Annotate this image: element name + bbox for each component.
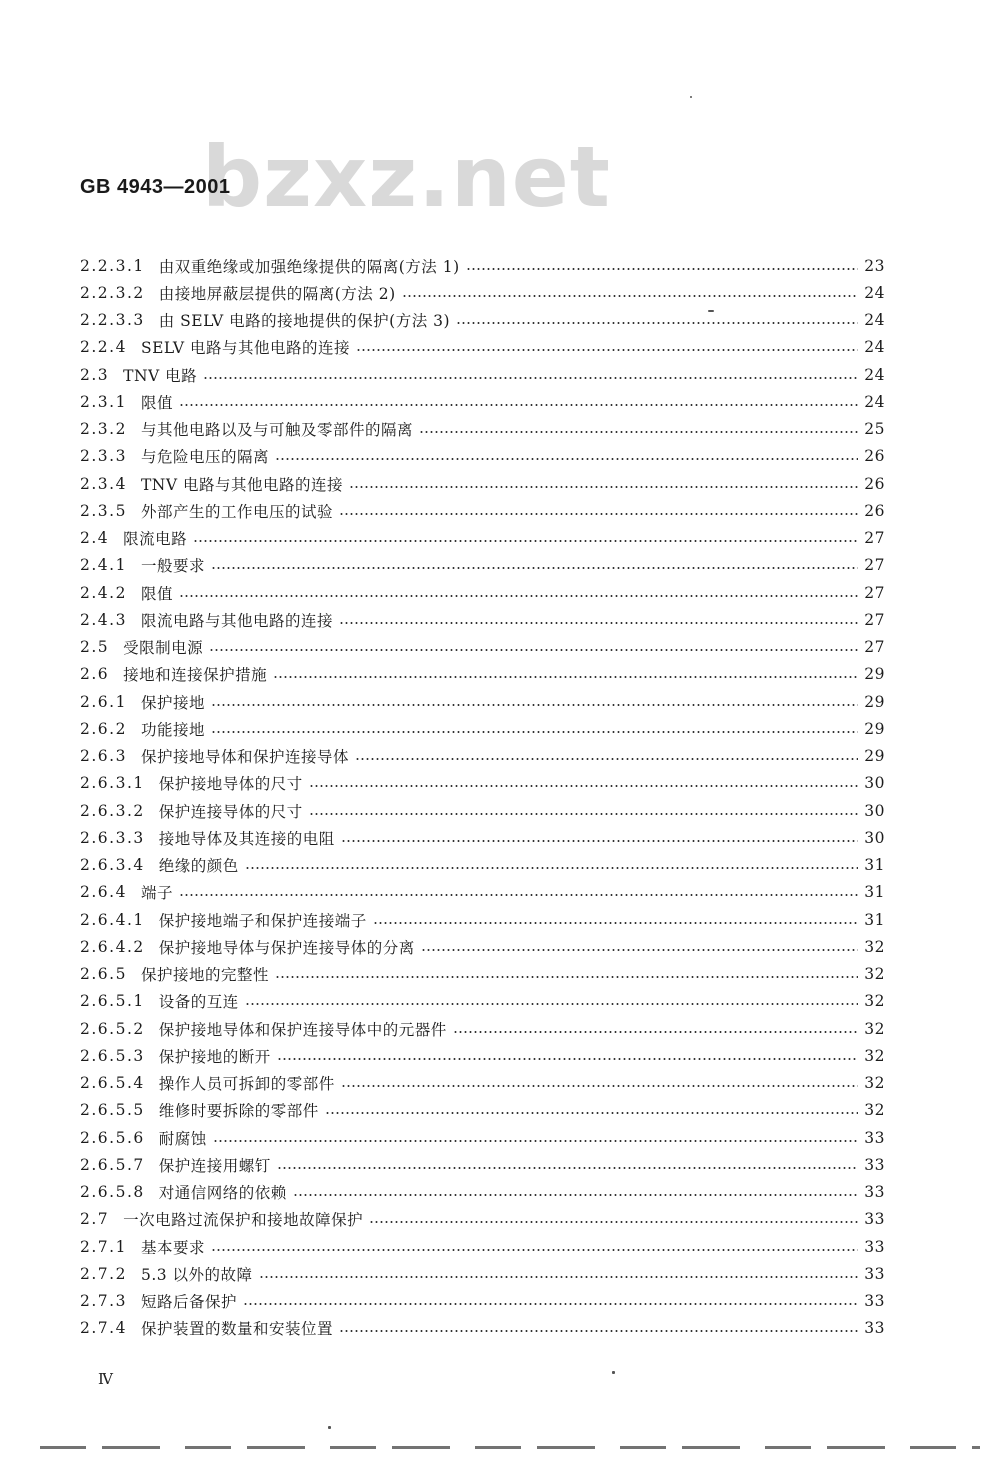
toc-section-title: 5.3 以外的故障 <box>140 1265 253 1284</box>
toc-section-number: 2.4.1 <box>80 556 127 575</box>
toc-section-number: 2.4.2 <box>80 583 127 602</box>
toc-entry <box>80 797 885 824</box>
toc-page-number: 31 <box>864 856 885 875</box>
toc-page-number: 24 <box>864 338 885 357</box>
toc-page-number: 27 <box>864 556 885 575</box>
toc-section-title: SELV 电路与其他电路的连接 <box>140 339 350 358</box>
toc-entry <box>80 852 885 879</box>
toc-dot-leader <box>213 1140 859 1142</box>
toc-section-title: 一次电路过流保护和接地故障保护 <box>123 1211 364 1230</box>
toc-section-title: 限值 <box>140 393 173 412</box>
toc-page-number: 30 <box>864 828 885 847</box>
toc-dot-leader <box>211 1249 858 1251</box>
toc-section-number: 2.6.5.5 <box>80 1101 145 1120</box>
page-number: Ⅳ <box>98 1370 113 1388</box>
toc-section-number: 2.6.5.2 <box>80 1019 145 1038</box>
toc-dot-leader <box>325 1112 859 1114</box>
toc-section-title: 与其他电路以及与可触及零部件的隔离 <box>140 421 413 440</box>
toc-section-number: 2.5 <box>80 638 110 657</box>
toc-section-title: 功能接地 <box>140 720 205 739</box>
toc-page-number: 27 <box>864 583 885 602</box>
toc-page-number: 29 <box>864 692 885 711</box>
toc-section-title: 保护接地导体的尺寸 <box>158 775 303 794</box>
toc-section-number: 2.6.5 <box>80 965 127 984</box>
toc-dot-leader <box>339 622 858 624</box>
scan-speck <box>612 1371 615 1374</box>
toc-section-number: 2.4 <box>80 529 110 548</box>
toc-entry <box>80 470 885 497</box>
standard-code: GB 4943—2001 <box>80 176 231 198</box>
toc-entry <box>80 1151 885 1178</box>
toc-dot-leader <box>179 894 858 896</box>
toc-section-number: 2.4.3 <box>80 610 127 629</box>
toc-dot-leader <box>209 649 858 651</box>
toc-entry <box>80 443 885 470</box>
toc-dot-leader <box>211 567 858 569</box>
toc-dot-leader <box>309 785 859 787</box>
scan-speck <box>328 1426 331 1429</box>
toc-dot-leader <box>355 758 858 760</box>
toc-entry <box>80 933 885 960</box>
toc-entry <box>80 1288 885 1315</box>
toc-entry <box>80 361 885 388</box>
toc-section-title: 一般要求 <box>140 557 205 576</box>
toc-dot-leader <box>453 1031 859 1033</box>
toc-dot-leader <box>259 1276 859 1278</box>
toc-page-number: 26 <box>864 447 885 466</box>
toc-page-number: 32 <box>864 992 885 1011</box>
toc-entry <box>80 988 885 1015</box>
toc-section-title: 保护连接导体的尺寸 <box>158 802 303 821</box>
toc-dot-leader <box>211 704 858 706</box>
toc-page-number: 33 <box>864 1128 885 1147</box>
toc-section-title: TNV 电路与其他电路的连接 <box>140 475 343 494</box>
toc-page-number: 27 <box>864 638 885 657</box>
toc-page-number: 33 <box>864 1319 885 1338</box>
toc-section-title: 基本要求 <box>140 1238 205 1257</box>
toc-entry <box>80 879 885 906</box>
toc-page-number: 26 <box>864 501 885 520</box>
toc-entry <box>80 1260 885 1287</box>
toc-section-number: 2.6.3.4 <box>80 856 145 875</box>
toc-page-number: 33 <box>864 1210 885 1229</box>
toc-entry <box>80 307 885 334</box>
toc-section-number: 2.6.5.7 <box>80 1155 145 1174</box>
scan-speck <box>690 96 692 98</box>
toc-section-title: 设备的互连 <box>158 993 239 1012</box>
toc-section-title: 接地导体及其连接的电阻 <box>158 829 335 848</box>
toc-page-number: 29 <box>864 719 885 738</box>
toc-section-number: 2.6.2 <box>80 719 127 738</box>
toc-page-number: 32 <box>864 965 885 984</box>
toc-section-title: 绝缘的颜色 <box>158 857 239 876</box>
toc-dot-leader <box>203 377 858 379</box>
toc-section-number: 2.6.3 <box>80 747 127 766</box>
toc-dot-leader <box>273 676 858 678</box>
toc-section-number: 2.6.3.1 <box>80 774 145 793</box>
toc-section-number: 2.6.5.8 <box>80 1183 145 1202</box>
toc-entry <box>80 688 885 715</box>
toc-dot-leader <box>402 295 859 297</box>
toc-section-number: 2.7.2 <box>80 1264 127 1283</box>
toc-page-number: 24 <box>864 392 885 411</box>
toc-entry <box>80 1233 885 1260</box>
toc-section-number: 2.6.4.1 <box>80 910 145 929</box>
toc-page-number: 30 <box>864 801 885 820</box>
toc-dot-leader <box>179 404 858 406</box>
toc-section-title: 外部产生的工作电压的试验 <box>140 502 333 521</box>
toc-section-title: 限流电路与其他电路的连接 <box>140 611 333 630</box>
toc-entry <box>80 1042 885 1069</box>
toc-section-title: 保护接地导体和保护连接导体 <box>140 748 349 767</box>
scan-speck <box>708 310 714 312</box>
toc-section-number: 2.6.5.4 <box>80 1074 145 1093</box>
toc-dot-leader <box>193 540 858 542</box>
toc-dot-leader <box>245 1003 859 1005</box>
toc-section-number: 2.3.1 <box>80 392 127 411</box>
toc-section-number: 2.7.4 <box>80 1319 127 1338</box>
toc-entry <box>80 334 885 361</box>
toc-section-number: 2.7.1 <box>80 1237 127 1256</box>
toc-entry <box>80 1097 885 1124</box>
toc-section-title: 保护接地导体与保护连接导体的分离 <box>158 938 415 957</box>
toc-entry <box>80 1206 885 1233</box>
toc-dot-leader <box>419 431 858 433</box>
toc-page-number: 33 <box>864 1237 885 1256</box>
toc-dot-leader <box>466 268 859 270</box>
toc-dot-leader <box>341 1085 859 1087</box>
toc-page-number: 26 <box>864 474 885 493</box>
toc-entry <box>80 1070 885 1097</box>
toc-section-title: 操作人员可拆卸的零部件 <box>158 1075 335 1094</box>
toc-section-number: 2.6 <box>80 665 110 684</box>
toc-dot-leader <box>373 922 859 924</box>
toc-dot-leader <box>339 1330 858 1332</box>
toc-section-number: 2.6.3.3 <box>80 828 145 847</box>
toc-section-number: 2.2.3.1 <box>80 256 145 275</box>
toc-page-number: 23 <box>864 256 885 275</box>
toc-dot-leader <box>339 513 858 515</box>
toc-section-title: 耐腐蚀 <box>158 1129 207 1148</box>
toc-dot-leader <box>349 486 858 488</box>
toc-section-number: 2.3.2 <box>80 420 127 439</box>
toc-dot-leader <box>245 867 859 869</box>
toc-section-title: 短路后备保护 <box>140 1293 237 1312</box>
toc-entry <box>80 1179 885 1206</box>
toc-section-title: 保护连接用螺钉 <box>158 1156 271 1175</box>
toc-section-number: 2.6.3.2 <box>80 801 145 820</box>
toc-section-title: 保护接地端子和保护连接端子 <box>158 911 367 930</box>
watermark: bzxz.net <box>202 128 611 226</box>
toc-entry <box>80 661 885 688</box>
toc-dot-leader <box>275 458 858 460</box>
toc-page-number: 32 <box>864 1046 885 1065</box>
toc-section-number: 2.2.3.3 <box>80 311 145 330</box>
toc-entry <box>80 634 885 661</box>
toc-section-title: 对通信网络的依赖 <box>158 1184 287 1203</box>
toc-page-number: 30 <box>864 774 885 793</box>
toc-section-title: 端子 <box>140 884 173 903</box>
toc-entry <box>80 497 885 524</box>
toc-section-title: 与危险电压的隔离 <box>140 448 269 467</box>
toc-entry <box>80 824 885 851</box>
toc-page-number: 24 <box>864 365 885 384</box>
toc-page-number: 32 <box>864 1019 885 1038</box>
toc-entry <box>80 1315 885 1342</box>
toc-dot-leader <box>275 976 858 978</box>
toc-entry <box>80 252 885 279</box>
toc-section-number: 2.2.3.2 <box>80 283 145 302</box>
toc-page-number: 25 <box>864 420 885 439</box>
toc-section-number: 2.2.4 <box>80 338 127 357</box>
toc-section-number: 2.6.1 <box>80 692 127 711</box>
toc-dot-leader <box>421 949 859 951</box>
toc-entry <box>80 579 885 606</box>
toc-section-number: 2.3.3 <box>80 447 127 466</box>
toc-entry <box>80 525 885 552</box>
toc-entry <box>80 552 885 579</box>
toc-section-title: 限值 <box>140 584 173 603</box>
toc-page-number: 32 <box>864 937 885 956</box>
toc-page-number: 33 <box>864 1155 885 1174</box>
toc-section-number: 2.3.5 <box>80 501 127 520</box>
toc-page-number: 31 <box>864 910 885 929</box>
toc-page-number: 27 <box>864 610 885 629</box>
toc-dot-leader <box>293 1194 859 1196</box>
toc-section-title: 保护装置的数量和安装位置 <box>140 1320 333 1339</box>
toc-entry <box>80 606 885 633</box>
toc-entry <box>80 1124 885 1151</box>
toc-dot-leader <box>179 595 858 597</box>
toc-dot-leader <box>356 349 858 351</box>
toc-section-number: 2.6.4.2 <box>80 937 145 956</box>
toc-entry <box>80 416 885 443</box>
toc-dot-leader <box>341 840 859 842</box>
toc-section-title: 保护接地的完整性 <box>140 966 269 985</box>
toc-dot-leader <box>309 813 859 815</box>
toc-section-title: 保护接地 <box>140 693 205 712</box>
toc-section-title: 受限制电源 <box>123 639 204 658</box>
toc-section-number: 2.6.4 <box>80 883 127 902</box>
toc-section-title: 由 SELV 电路的接地提供的保护(方法 3) <box>158 312 451 331</box>
toc-page-number: 24 <box>864 283 885 302</box>
scan-edge <box>40 1446 980 1449</box>
toc-section-number: 2.3 <box>80 365 110 384</box>
toc-entry <box>80 906 885 933</box>
toc-section-title: 保护接地的断开 <box>158 1047 271 1066</box>
toc-entry <box>80 743 885 770</box>
toc-dot-leader <box>456 322 858 324</box>
toc-dot-leader <box>211 731 858 733</box>
table-of-contents <box>80 252 885 1342</box>
toc-section-number: 2.6.5.1 <box>80 992 145 1011</box>
toc-page-number: 33 <box>864 1183 885 1202</box>
toc-entry <box>80 715 885 742</box>
toc-section-number: 2.3.4 <box>80 474 127 493</box>
toc-dot-leader <box>277 1058 859 1060</box>
toc-section-title: 由接地屏蔽层提供的隔离(方法 2) <box>158 284 396 303</box>
toc-section-title: 限流电路 <box>123 530 188 549</box>
toc-section-number: 2.6.5.3 <box>80 1046 145 1065</box>
toc-section-title: 由双重绝缘或加强绝缘提供的隔离(方法 1) <box>158 257 460 276</box>
toc-entry <box>80 1015 885 1042</box>
toc-page-number: 32 <box>864 1074 885 1093</box>
toc-section-title: TNV 电路 <box>123 366 198 385</box>
toc-page-number: 32 <box>864 1101 885 1120</box>
toc-dot-leader <box>369 1221 858 1223</box>
toc-page-number: 31 <box>864 883 885 902</box>
toc-section-title: 接地和连接保护措施 <box>123 666 268 685</box>
toc-section-number: 2.7.3 <box>80 1292 127 1311</box>
toc-page-number: 24 <box>864 311 885 330</box>
toc-entry <box>80 388 885 415</box>
toc-entry <box>80 279 885 306</box>
toc-dot-leader <box>243 1303 858 1305</box>
toc-section-title: 维修时要拆除的零部件 <box>158 1102 319 1121</box>
toc-entry <box>80 770 885 797</box>
toc-page-number: 33 <box>864 1264 885 1283</box>
toc-entry <box>80 961 885 988</box>
toc-page-number: 29 <box>864 665 885 684</box>
toc-page-number: 27 <box>864 529 885 548</box>
toc-section-number: 2.6.5.6 <box>80 1128 145 1147</box>
toc-page-number: 33 <box>864 1292 885 1311</box>
toc-dot-leader <box>277 1167 859 1169</box>
toc-section-number: 2.7 <box>80 1210 110 1229</box>
toc-section-title: 保护接地导体和保护连接导体中的元器件 <box>158 1020 447 1039</box>
toc-page-number: 29 <box>864 747 885 766</box>
